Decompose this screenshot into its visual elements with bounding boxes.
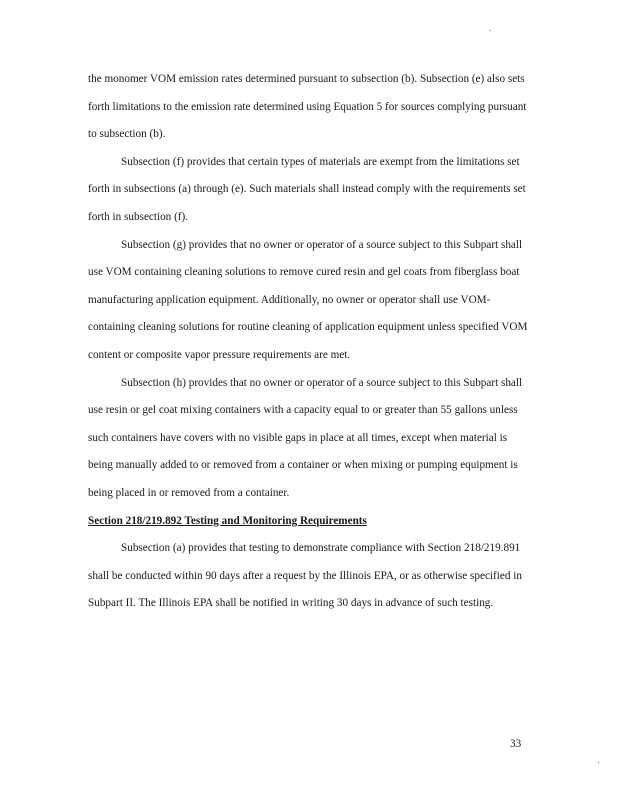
paragraph-subsection-h: Subsection (h) provides that no owner or operator of a source subject to this Subpart shall use resin or gel coat mixing containers with a capacity equal to or greater than 55 gallons unless such containers have covers with no visible gaps in place at all times, except when material is being manually added to or removed from a container or when mixing or pumping equipment is being placed in or removed from a container. <box>88 376 523 499</box>
paragraph-subsection-g: Subsection (g) provides that no owner or operator of a source subject to this Subpart shall use VOM containing cleaning solutions to remove cured resin and gel coats from fiberglass boat manufacturing application equipment. Additionally, no owner or operator shall use VOM-containing cleaning solutions for routine cleaning of application equipment unless specified VOM content or composite vapor pressure requirements are met. <box>88 238 528 361</box>
scan-speck <box>490 30 491 31</box>
section-heading: Section 218/219.892 Testing and Monitoring Requirements <box>88 514 367 527</box>
paragraph-subsection-f: Subsection (f) provides that certain types of materials are exempt from the limitations set forth in subsections (a) through (e). Such materials shall instead comply with the requirements set forth in subsection (f). <box>88 155 526 223</box>
document-body <box>88 66 528 618</box>
paragraph-continuation: the monomer VOM emission rates determined pursuant to subsection (b). Subsection (e) also sets forth limitations to the emission rate determined using Equation 5 for sources complying pursuant to subsection (b). <box>88 73 527 141</box>
scan-speck <box>598 762 599 763</box>
paragraph-testing-subsection-a: Subsection (a) provides that testing to demonstrate compliance with Section 218/219.891 shall be conducted within 90 days after a request by the Illinois EPA, or as otherwise specified in Subpart II. The Illinois EPA shall be notified in writing 30 days in advance of such testing. <box>88 542 522 610</box>
page-number: 33 <box>510 738 522 750</box>
